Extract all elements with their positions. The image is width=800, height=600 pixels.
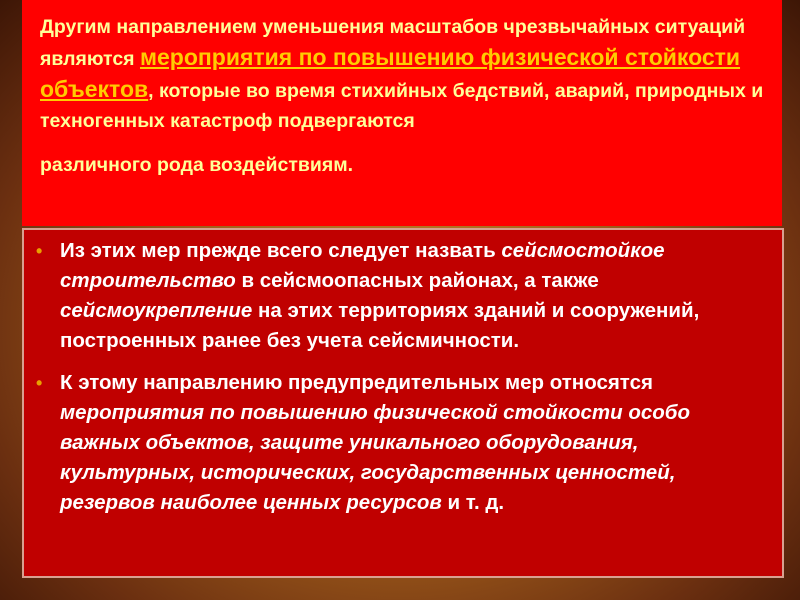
header-text-part2: , которые во время стихийных бедствий, аварий, природных и техногенных катастроф подвергаются: [40, 80, 764, 132]
bullet-2-text-2: и т. д.: [441, 491, 505, 514]
header-text-part3: различного рода воздействиям.: [40, 154, 354, 176]
bullet-1-text-3: на этих территориях зданий и сооружений, построенных ранее без учета сейсмичности.: [60, 299, 700, 352]
bullet-item-1: [34, 236, 768, 356]
bullet-1-italic-2: сейсмоукрепление: [60, 299, 253, 322]
header-text-part1: Другим направлением уменьшения масштабов чрезвычайных ситуаций являются: [40, 16, 746, 70]
bullet-1-text-1: Из этих мер прежде всего следует назвать: [60, 239, 502, 262]
header-box: [22, 0, 782, 226]
bullet-dot-icon: •: [36, 241, 43, 261]
bullet-list: [34, 236, 768, 518]
bullet-item-2: [34, 368, 768, 518]
header-text: [40, 12, 764, 180]
bullet-1-italic-1: сейсмостойкое строительство: [60, 239, 665, 292]
bullet-1-text-2: в сейсмоопасных районах, а также: [235, 269, 599, 292]
header-spacer: [40, 136, 764, 150]
bullet-dot-icon: •: [36, 373, 43, 393]
header-highlight: мероприятия по повышению физической стойкости объектов: [40, 44, 741, 102]
body-box: [22, 228, 784, 578]
bullet-2-italic-1: мероприятия по повышению физической стойкости особо важных объектов, защите уникального оборудования, культурных, исторических, государственных ценностей, резервов наиболее ценных ресурсов: [60, 401, 690, 514]
bullet-2-text-1: К этому направлению предупредительных мер относятся: [60, 371, 653, 394]
